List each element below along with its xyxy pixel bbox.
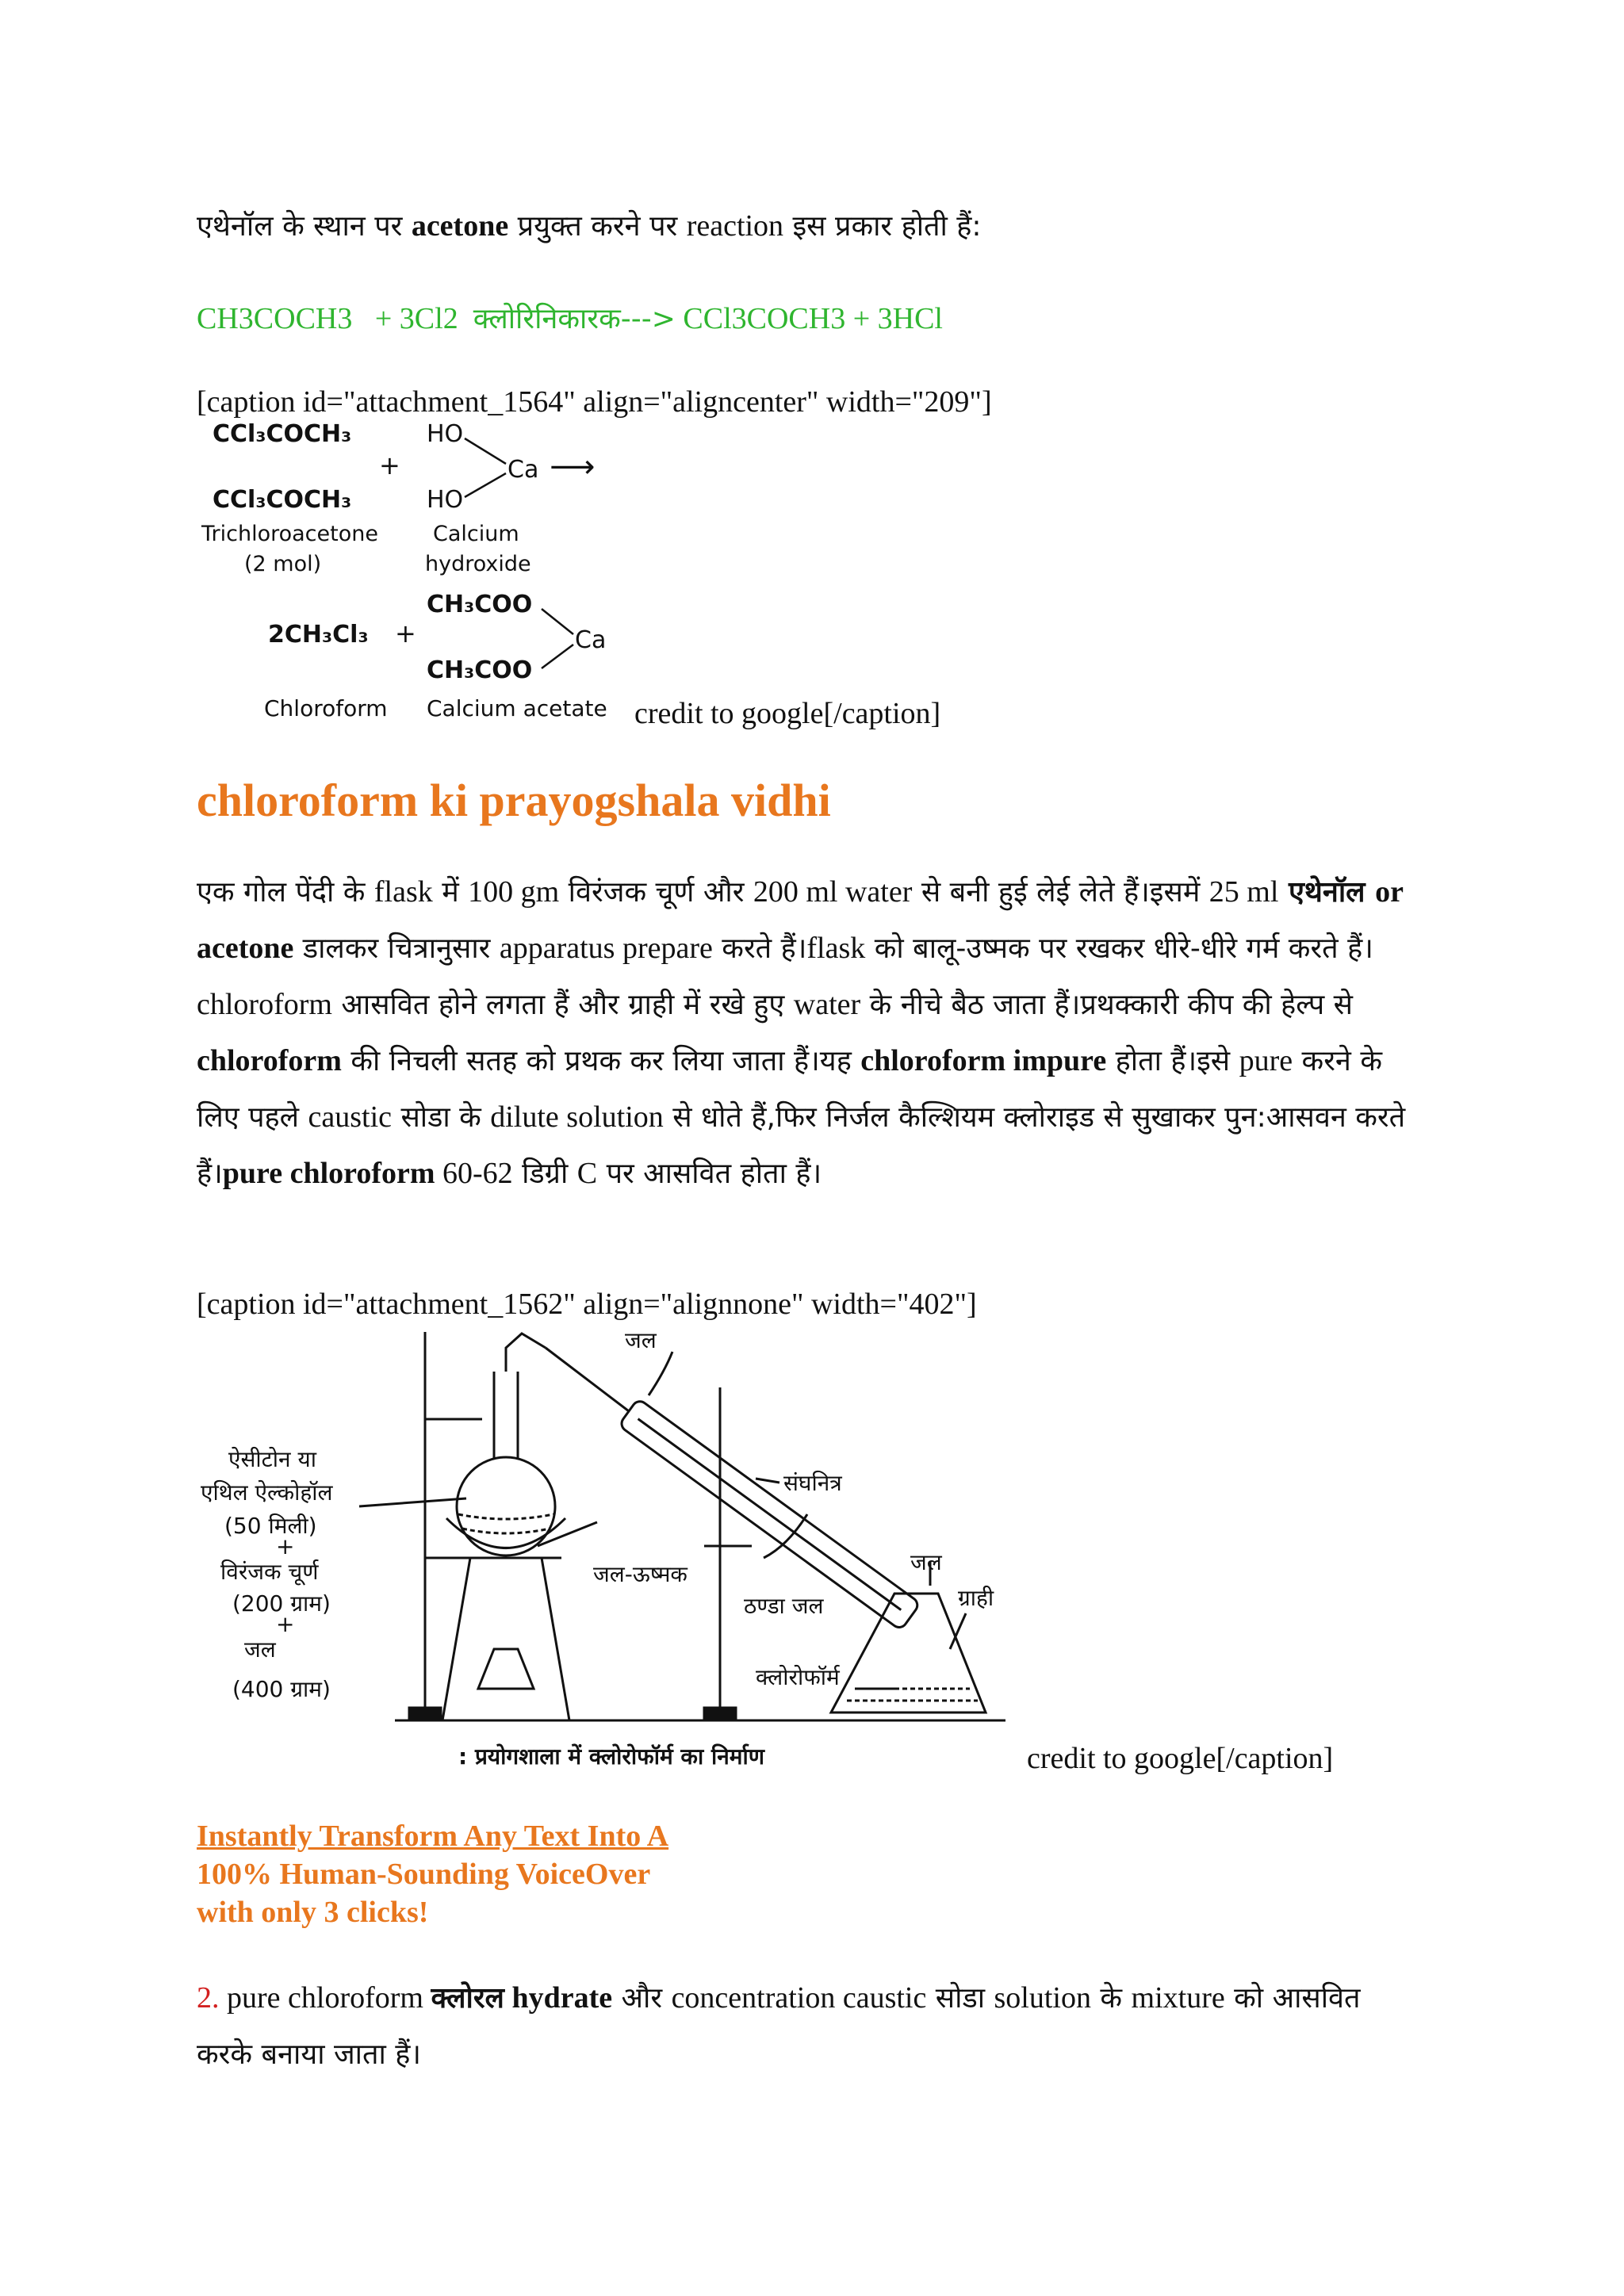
label-plus: +	[276, 1533, 295, 1559]
para-text: flask	[806, 932, 866, 965]
intro-text: प्रयुक्त करने पर	[508, 210, 687, 243]
equation-rhs: CCl3COCH3 + 3HCl	[675, 302, 943, 335]
section-heading: chloroform ki prayogshala vidhi	[197, 775, 831, 826]
caption-open: [caption id="attachment_1562" align="alignnone" width="402"]	[197, 1288, 977, 1321]
label-water-in: जल	[625, 1327, 657, 1353]
label-water-bath: जल-ऊष्मक	[593, 1561, 688, 1587]
caption-credit: credit to google[/caption]	[634, 697, 941, 730]
para-text: pure	[1239, 1044, 1293, 1077]
para-text: में	[432, 876, 469, 909]
para-text: के	[1090, 1982, 1132, 2015]
label-receiver: ग्राही	[958, 1585, 994, 1611]
label-chloroform: क्लोरोफॉर्म	[756, 1664, 840, 1690]
intro-text: reaction	[686, 209, 784, 243]
label-water-receiver: जल	[910, 1549, 942, 1575]
ho-group: HO	[427, 486, 464, 514]
chloroform-formula: 2CH₃Cl₃	[268, 621, 369, 649]
intro-bold: acetone	[411, 209, 509, 243]
reaction-equation	[197, 295, 1434, 343]
para-text: करते हैं।	[712, 932, 807, 965]
label-400g: (400 ग्राम)	[232, 1676, 331, 1702]
para-text: 60-62	[435, 1157, 513, 1190]
caption-open: [caption id="attachment_1564" align="aligncenter" width="209"]	[197, 385, 992, 419]
para-bold: क्लोरल	[431, 1982, 504, 2015]
label-cold-water: ठण्डा जल	[744, 1593, 824, 1619]
para-text: pure chloroform	[219, 1981, 431, 2015]
promo-block	[197, 1817, 1434, 1931]
para-text: और	[612, 1982, 672, 2015]
para-bold: pure chloroform	[222, 1157, 435, 1190]
calcium-label: Calcium	[433, 522, 519, 546]
label-water: जल	[244, 1636, 276, 1663]
para-text: flask	[373, 875, 433, 909]
promo-line: with only 3 clicks!	[197, 1896, 429, 1929]
reaction-figure	[197, 416, 641, 733]
para-text: आसवित होने लगता हैं और ग्राही में रखे हुए	[331, 989, 794, 1021]
chloroform-label: Chloroform	[264, 695, 388, 721]
para-text: caustic	[308, 1100, 393, 1134]
reaction-arrow: ⟶	[550, 449, 596, 485]
promo-line: 100% Human-Sounding VoiceOver	[197, 1858, 651, 1891]
label-plus: +	[276, 1611, 295, 1637]
para-text: होता हैं।इसे	[1106, 1045, 1239, 1077]
equation-lhs: CH3COCH3 + 3Cl2	[197, 302, 473, 335]
para-text: की निचली सतह को प्रथक कर लिया जाता हैं।यह	[341, 1045, 861, 1077]
para-text: से धोते हैं,फिर निर्जल कैल्शियम क्लोराइड से सुखाकर पुन:आसवन करते हैं।	[197, 1101, 1406, 1190]
para-text: 200 ml water	[753, 875, 913, 909]
para-bold: or acetone	[197, 875, 1404, 965]
tca-formula: CCl₃COCH₃	[213, 486, 352, 514]
caption-credit: credit to google[/caption]	[1027, 1742, 1334, 1775]
para-text: से बनी हुई लेई लेते हैं।इसमें	[912, 876, 1209, 909]
tca-mol: (2 mol)	[244, 552, 322, 576]
para-text: dilute solution	[490, 1100, 664, 1134]
acetate-label: Calcium acetate	[427, 695, 607, 721]
para-text: chloroform	[197, 988, 332, 1021]
plus-sign: +	[379, 450, 400, 480]
label-bleaching-powder: विरंजक चूर्ण	[220, 1559, 319, 1585]
para-bold: hydrate	[504, 1981, 613, 2015]
tca-name: Trichloroacetone	[201, 522, 378, 546]
method-paragraph	[197, 864, 1418, 1202]
para-text: water	[793, 988, 861, 1021]
intro-text: एथेनॉल के स्थान पर	[197, 210, 412, 243]
promo-link[interactable]	[197, 1820, 668, 1853]
label-200g: (200 ग्राम)	[232, 1590, 331, 1617]
para-text: 100 gm	[468, 875, 560, 909]
label-ethyl-alcohol: एथिल ऐल्कोहॉल	[201, 1479, 333, 1506]
figure-caption: : प्रयोगशाला में क्लोरोफॉर्म का निर्माण	[458, 1743, 764, 1770]
para-text: mixture	[1131, 1981, 1225, 2015]
intro-text: इस प्रकार होती हैं:	[783, 210, 982, 243]
para-text: को बालू-उष्मक पर रखकर धीरे-धीरे गर्म करते हैं।	[865, 932, 1373, 965]
para-text: एक गोल पेंदी के	[197, 876, 374, 909]
tca-formula: CCl₃COCH₃	[213, 420, 352, 448]
plus-sign: +	[395, 618, 416, 649]
para-text: विरंजक चूर्ण और	[559, 876, 753, 909]
para-text: सोडा	[926, 1982, 994, 2015]
ho-group: HO	[427, 420, 464, 448]
acetate-group: CH₃COO	[427, 591, 533, 618]
point-2-paragraph	[197, 1970, 1418, 2083]
acetate-group: CH₃COO	[427, 656, 533, 684]
calcium-symbol: Ca	[508, 456, 539, 484]
para-text: डालकर चित्रानुसार	[293, 932, 500, 965]
apparatus-figure	[197, 1316, 1021, 1776]
hydroxide-label: hydroxide	[425, 552, 531, 576]
para-text: पर आसवित होता हैं।	[597, 1158, 822, 1190]
para-bold: एथेनॉल	[1278, 876, 1376, 909]
label-50ml: (50 मिली)	[224, 1513, 317, 1539]
para-text: सोडा के	[392, 1101, 491, 1134]
para-text: C	[576, 1157, 598, 1190]
para-text: solution	[994, 1981, 1091, 2015]
equation-arrow: क्लोरिनिकारक--->	[473, 303, 676, 335]
para-text: करने के लिए पहले	[197, 1045, 1382, 1134]
list-number: 2.	[197, 1981, 220, 2015]
para-text: 25 ml	[1208, 875, 1279, 909]
label-acetone: ऐसीटोन या	[228, 1446, 316, 1472]
para-text: डिग्री	[512, 1158, 577, 1190]
para-text: apparatus prepare	[499, 932, 713, 965]
para-text: के नीचे बैठ जाता हैं।प्रथक्कारी कीप की हेल्प से	[860, 989, 1353, 1021]
para-bold: chloroform	[197, 1044, 342, 1077]
intro-paragraph	[197, 198, 1434, 254]
para-text: concentration caustic	[671, 1981, 927, 2015]
promo-line: Instantly Transform Any Text Into A	[197, 1820, 669, 1853]
para-text: को आसवित करके बनाया जाता हैं।	[197, 1982, 1361, 2071]
para-bold: chloroform impure	[860, 1044, 1107, 1077]
calcium-symbol: Ca	[575, 626, 607, 654]
label-condenser: संघनित्र	[783, 1470, 842, 1496]
